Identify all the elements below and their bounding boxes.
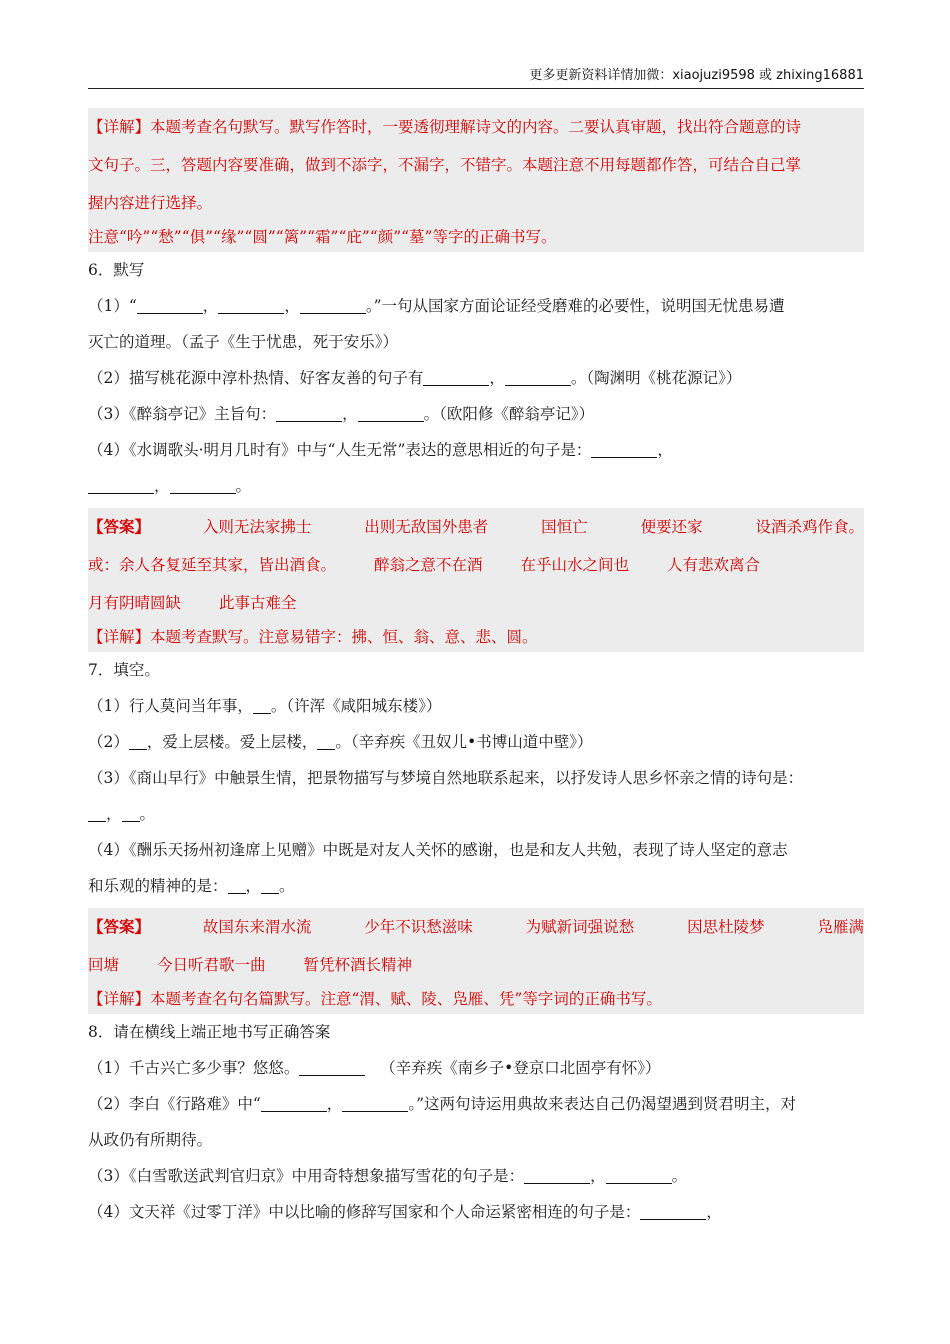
- answer-blank[interactable]: [88, 804, 106, 822]
- answer-blank[interactable]: [261, 1094, 327, 1112]
- answer-blank[interactable]: [358, 404, 424, 422]
- question-6-item-3: （3）《醉翁亭记》主旨句： ， 。（欧阳修《醉翁亭记》）: [88, 405, 595, 423]
- answer-row: 【答案】 入则无法家拂士 出则无敌国外患者 国恒亡 便要还家 设酒杀鸡作食。: [88, 508, 864, 546]
- answer-blank[interactable]: [218, 296, 284, 314]
- question-6-item-4: （4）《水调歌头·明月几时有》中与“人生无常”表达的意思相近的句子是： ，: [88, 441, 673, 459]
- question-8-item-2: （2）李白《行路难》中“ ， 。”这两句诗运用典故来表达自己仍渴望遇到贤君明主，对: [88, 1095, 796, 1113]
- answer-box-2: [88, 508, 864, 652]
- question-8-item-3: （3）《白雪歌送武判官归京》中用奇特想象描写雪花的句子是： ， 。: [88, 1167, 688, 1185]
- answer-blank[interactable]: [317, 732, 335, 750]
- answer-box-3: [88, 908, 864, 1014]
- question-8-item-4: （4）文天祥《过零丁洋》中以比喻的修辞写国家和个人命运紧密相连的句子是： ，: [88, 1203, 722, 1221]
- explanation-line: 【详解】本题考查名句名篇默写。注意“渭、赋、陵、凫雁、凭”等字词的正确书写。: [88, 990, 662, 1008]
- answer-blank[interactable]: [170, 476, 236, 494]
- answer-blank[interactable]: [88, 476, 154, 494]
- question-8-title: 8．请在横线上端正地书写正确答案: [88, 1023, 331, 1041]
- question-8-item-1: （1）千古兴亡多少事？悠悠。 （辛弃疾《南乡子•登京口北固亭有怀》）: [88, 1059, 661, 1077]
- answer-blank[interactable]: [524, 1166, 590, 1184]
- answer-blank[interactable]: [129, 732, 147, 750]
- question-6-item-1: （1）“ ， ， 。”一句从国家方面论证经受磨难的必要性，说明国无忧患易遭: [88, 297, 785, 315]
- explanation-line: 【详解】本题考查默写。注意易错字：拂、恒、翁、意、悲、圆。: [88, 628, 538, 646]
- question-7-title: 7．填空。: [88, 661, 160, 679]
- explanation-line: 【详解】本题考查名句默写。默写作答时，一要透彻理解诗文的内容。二要认真审题，找出符合题意的诗: [88, 118, 802, 136]
- answer-row: 月有阴晴圆缺 此事古难全: [88, 594, 297, 612]
- answer-blank[interactable]: [299, 1058, 365, 1076]
- question-7-item-4-cont: 和乐观的精神的是： ， 。: [88, 877, 295, 895]
- header-contact-text: 更多更新资料详情加微：xiaojuzi9598 或 zhixing16881: [529, 68, 864, 83]
- answer-row: 或：余人各复延至其家，皆出酒食。 醉翁之意不在酒 在乎山水之间也 人有悲欢离合: [88, 556, 761, 574]
- answer-blank[interactable]: [505, 368, 571, 386]
- answer-tag: 【答案】: [88, 517, 151, 536]
- answer-blank[interactable]: [253, 696, 271, 714]
- question-6-item-2: （2）描写桃花源中淳朴热情、好客友善的句子有 ， 。（陶渊明《桃花源记》）: [88, 369, 742, 387]
- answer-blank[interactable]: [228, 876, 246, 894]
- answer-blank[interactable]: [300, 296, 366, 314]
- answer-blank[interactable]: [122, 804, 140, 822]
- question-6-title: 6．默写: [88, 261, 145, 279]
- answer-blank[interactable]: [640, 1202, 706, 1220]
- question-8-item-2-cont: 从政仍有所期待。: [88, 1131, 213, 1149]
- question-7-item-4: （4）《酬乐天扬州初逢席上见赠》中既是对友人关怀的感谢，也是和友人共勉，表现了诗人坚定的意志: [88, 841, 788, 859]
- answer-row: 【答案】 故国东来渭水流 少年不识愁滋味 为赋新词强说愁 因思杜陵梦 凫雁满: [88, 908, 864, 946]
- question-7-item-3: （3）《商山早行》中触景生情，把景物描写与梦境自然地联系起来，以抒发诗人思乡怀亲之情的诗句是：: [88, 769, 804, 787]
- question-7-item-1: （1）行人莫问当年事， 。（许浑《咸阳城东楼》）: [88, 697, 442, 715]
- answer-blank[interactable]: [137, 296, 203, 314]
- answer-blank[interactable]: [342, 1094, 408, 1112]
- answer-blank[interactable]: [606, 1166, 672, 1184]
- answer-blank[interactable]: [591, 440, 657, 458]
- document-body: [88, 108, 864, 1230]
- answer-blank[interactable]: [261, 876, 279, 894]
- explanation-box-1: [88, 108, 864, 252]
- explanation-line: 注意“吟”“愁”“俱”“缘”“圆”“篱”“霜”“庇”“颜”“墓”等字的正确书写。: [88, 228, 557, 246]
- explanation-line: 文句子。三，答题内容要准确，做到不添字，不漏字，不错字。本题注意不用每题都作答，可结合自己掌: [88, 156, 802, 174]
- question-7-item-3-cont: ， 。: [88, 796, 864, 832]
- question-6-item-1-cont: 灭亡的道理。（孟子《生于忧患，死于安乐》）: [88, 333, 399, 351]
- question-7-item-2: （2） ，爱上层楼。爱上层楼， 。（辛弃疾《丑奴儿•书博山道中壁》）: [88, 733, 593, 751]
- answer-row: 回塘 今日听君歌一曲 暂凭杯酒长精神: [88, 956, 413, 974]
- answer-blank[interactable]: [276, 404, 342, 422]
- page-header: [88, 66, 864, 89]
- answer-tag: 【答案】: [88, 917, 151, 936]
- question-6-item-4-cont: ， 。: [88, 468, 864, 504]
- answer-blank[interactable]: [423, 368, 489, 386]
- explanation-line: 握内容进行选择。: [88, 194, 213, 212]
